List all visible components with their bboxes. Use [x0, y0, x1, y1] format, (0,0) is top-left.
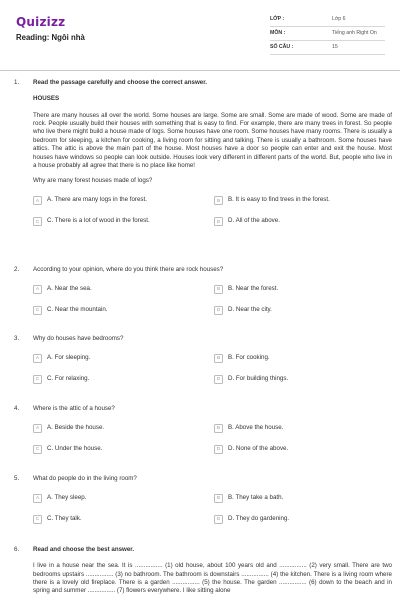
answer-options — [33, 352, 392, 385]
option-text: C. There is a lot of wood in the forest. — [47, 217, 150, 225]
answer-option-b[interactable] — [214, 492, 395, 504]
question-number: 6. — [14, 546, 20, 553]
question-3 — [14, 335, 392, 385]
option-text: B. It is easy to find trees in the forest. — [228, 196, 330, 204]
meta-value-count: 15 — [332, 43, 338, 50]
answer-option-b[interactable] — [214, 195, 395, 207]
option-text: C. For relaxing. — [47, 375, 90, 383]
option-letter-box: A — [33, 424, 42, 433]
answer-option-a[interactable] — [33, 422, 214, 434]
option-letter-box: C — [33, 515, 42, 524]
option-text: B. Near the forest. — [228, 285, 279, 293]
option-letter-box: B — [214, 196, 223, 205]
question-2 — [14, 266, 392, 316]
option-letter-box: B — [214, 424, 223, 433]
answer-option-b[interactable] — [214, 283, 395, 295]
question-number: 4. — [14, 405, 20, 412]
meta-row-subject — [270, 27, 385, 41]
passage-text: I live in a house near the sea. It is ................ (1) old house, about 100 years old and ................ (2) very small. There are two bedrooms upstairs ................ (3) no bathroom. The bathroom is downstairs ................ (4) the kitchen. There is a living room where there is a lovely old fireplace. There is a garden ................ (5) the house. The garden ................ (6) down to the beach and in spring and summer ................ (7) flowers everywhere. I like sitting alone — [33, 562, 392, 595]
answer-options — [33, 422, 392, 455]
answer-options — [33, 195, 392, 228]
answer-option-a[interactable] — [33, 492, 214, 504]
answer-option-c[interactable] — [33, 513, 214, 525]
option-letter-box: C — [33, 306, 42, 315]
worksheet-meta — [270, 13, 385, 55]
option-text: A. Near the sea. — [47, 285, 92, 293]
option-text: A. For sleeping. — [47, 354, 91, 362]
answer-option-a[interactable] — [33, 352, 214, 364]
option-text: B. Above the house. — [228, 424, 284, 432]
option-letter-box: D — [214, 445, 223, 454]
meta-row-count — [270, 41, 385, 55]
meta-key-count: SỐ CÂU : — [270, 43, 294, 50]
option-letter-box: D — [214, 306, 223, 315]
answer-option-c[interactable] — [33, 443, 214, 455]
answer-option-d[interactable] — [214, 513, 395, 525]
option-letter-box: C — [33, 217, 42, 226]
meta-value-subject: Tiếng anh Right On — [332, 29, 377, 36]
answer-option-d[interactable] — [214, 373, 395, 385]
answer-option-b[interactable] — [214, 352, 395, 364]
question-number: 5. — [14, 475, 20, 482]
option-letter-box: A — [33, 285, 42, 294]
question-5 — [14, 475, 392, 525]
answer-option-c[interactable] — [33, 373, 214, 385]
option-text: D. None of the above. — [228, 445, 289, 453]
answer-options — [33, 492, 392, 525]
question-text: Why are many forest houses made of logs? — [33, 177, 153, 185]
answer-options — [33, 283, 392, 316]
question-number: 1. — [14, 79, 20, 86]
option-letter-box: C — [33, 375, 42, 384]
question-6 — [14, 546, 392, 596]
option-text: D. They do gardening. — [228, 515, 290, 523]
option-letter-box: A — [33, 196, 42, 205]
answer-option-a[interactable] — [33, 195, 214, 207]
question-1 — [14, 79, 392, 228]
option-letter-box: C — [33, 445, 42, 454]
meta-key-subject: MÔN : — [270, 29, 286, 36]
option-text: A. There are many logs in the forest. — [47, 196, 147, 204]
option-text: D. All of the above. — [228, 217, 280, 225]
question-4 — [14, 405, 392, 455]
option-letter-box: B — [214, 285, 223, 294]
option-text: B. For cooking. — [228, 354, 270, 362]
answer-option-a[interactable] — [33, 283, 214, 295]
question-text: Why do houses have bedrooms? — [33, 335, 124, 342]
question-instruction: Read the passage carefully and choose the correct answer. — [33, 79, 208, 86]
meta-key-class: LỚP : — [270, 15, 285, 22]
meta-row-class — [270, 13, 385, 27]
option-letter-box: B — [214, 494, 223, 503]
option-text: B. They take a bath. — [228, 494, 284, 502]
option-text: C. Near the mountain. — [47, 306, 108, 314]
answer-option-b[interactable] — [214, 422, 395, 434]
answer-option-c[interactable] — [33, 304, 214, 316]
answer-option-d[interactable] — [214, 304, 395, 316]
question-instruction: Read and choose the best answer. — [33, 546, 135, 553]
option-letter-box: B — [214, 354, 223, 363]
passage-title: HOUSES — [33, 95, 60, 103]
answer-option-c[interactable] — [33, 216, 214, 228]
option-text: C. Under the house. — [47, 445, 103, 453]
question-text: Where is the attic of a house? — [33, 405, 115, 412]
option-letter-box: D — [214, 515, 223, 524]
worksheet-title: Reading: Ngôi nhà — [16, 33, 85, 42]
answer-option-d[interactable] — [214, 443, 395, 455]
option-letter-box: A — [33, 354, 42, 363]
option-letter-box: D — [214, 217, 223, 226]
question-number: 2. — [14, 266, 20, 273]
question-text: What do people do in the living room? — [33, 475, 137, 482]
answer-option-d[interactable] — [214, 216, 395, 228]
option-text: D. Near the city. — [228, 306, 272, 314]
option-text: D. For building things. — [228, 375, 289, 383]
passage-text: There are many houses all over the world. Some houses are large. Some are small. Some are made of wood. Some are made of rock. People usually build their houses with something that is easy to find. For example, there are many trees in forest. So people who live there might build a house made of logs. Some houses have one room. Some houses have many rooms. There is usually a bedroom for sleeping, a kitchen for cooking, a living room for sitting and talking. There is usually a bathroom. Some houses have attics. The attic is above the main part of the house. Most houses have a door so people can enter and exit the house. Most houses have windows so people can look outside. Houses look very different in different parts of the world. But, people who live in a house probably all agree that there is no place like home! — [33, 111, 392, 169]
meta-value-class: Lớp 6 — [332, 15, 346, 22]
option-text: A. Beside the house. — [47, 424, 105, 432]
option-text: C. They talk. — [47, 515, 82, 523]
header-divider — [0, 70, 400, 71]
option-letter-box: A — [33, 494, 42, 503]
question-number: 3. — [14, 335, 20, 342]
option-letter-box: D — [214, 375, 223, 384]
question-text: According to your opinion, where do you think there are rock houses? — [33, 266, 224, 273]
quizizz-logo: Quizizz — [16, 15, 66, 29]
worksheet-header — [0, 0, 400, 62]
option-text: A. They sleep. — [47, 494, 87, 502]
